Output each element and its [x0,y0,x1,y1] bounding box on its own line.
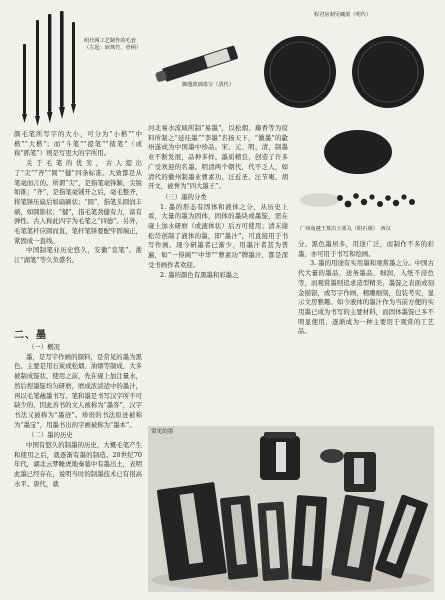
middle-column [148,124,288,280]
paragraph: 1. 墨的形态有固体和液体之分，从历史上看，大量的墨为固体，固体的墨块或墨锭，需在砚上加水研磨（或液体状）后方可使用；清末谢松岱创制了液体的墨，即“墨汁”，可直接用于书写作画。现今研墨者已渐少，用墨汁者甚为普遍，如“一得阁”“中华”“曹素功”牌墨汁，都是深受书画作者欢迎。 [148,202,288,269]
inkstone-figure [296,120,436,226]
left-column [14,130,142,266]
ink-sticks-photo [148,426,434,592]
section-title: 二、墨 [14,330,47,341]
paragraph: 中国有悠久的制墨的历史，大概毛笔产生和使用之后，就逐渐有墨的制造。20世纪70年代，湖北云梦睡虎地秦墓中有墨出土，表明此墨已经存在，说明当时的制墨技术已有很高水平。唐代，就 [14,441,142,488]
paragraph: 中国制笔业历史悠久，安徽“宣笔”、浙江“湖笔”等久负盛名。 [14,246,142,265]
paragraph: 3. 墨的用途有实用墨和观赏墨之分。中国古代大量的墨品，送务墨品，细润，入纸不浸色等，而观赏墨则追求造型精美，墨锭之表面或刻金描银，或写字作画，精雕细刻，包装考究，显示文房雅趣。如今液体的墨汁作为当前方便的实用墨已成为书写的主要材料，而固体墨锭已多不明显使用，逐渐成为一种主要用于观赏的工艺品。 [298,259,434,336]
brushes-caption: 明代网工艺制作的毛套（左起：嵌珠竹、骨柄） [84,38,142,52]
brushes-image [14,8,136,128]
paragraph: 颜毛笔所写字的大小，可分为“小楷”“中楷”“大楷”；而“斗笔”“提笔”“揸笔”（或称“抓笔”）则是写更大的字所用。 [14,130,142,158]
ink-cakes-image [258,30,434,114]
paragraph: 分。黑色墨居多，用途广泛，而制作不多的彩墨，亦可用于书写和绘画。 [298,240,434,258]
inkstone-caption: 广州南越王墓出土墨丸（附石砚） 西汉 [300,226,391,232]
left-column-lower [14,342,142,490]
paragraph: 墨，是写字作画的颜料，是常见的墨为黑色。主要是用石炭或松烟、油烟等制成，大多被制成锭状，使用之前，先在砚上加注量水，然后捏墨锭均匀研磨，磨成浓淡适中的墨汁，再以毛笔蘸墨书写。笔和墨是书写汉字所不可缺少的，因此善书的文人被称为“墨客”，汉字书法又被称为“墨迹”。珍贵的书法原迹被称为“墨宝”，用墨书出的字画被称为“墨本”。 [14,352,142,429]
subheading: （一）概况 [28,343,60,351]
inkstone-image [296,120,436,226]
paragraph: 河北易水流域所制“易墨”，以松烟、麝香等为原料所制之“延珪墨”“李墨”名扬天下，“徽墨”的歙州遂成为中国墨中珍品。宋、元、明、清，制墨业不断发展，品种多样。墨质精良，创造了许多广受欢迎的名墨。明清两个朝代，代不乏人，如清代的徽州制墨业曹素功、汪近圣、汪节庵、胡开文，被誉为“四大墨王”。 [148,124,288,191]
seal-caption: 程君房制吴曦墨（明代） [314,12,372,18]
ink-stick-image [148,40,256,86]
brushes-figure [14,8,136,128]
subheading: （二）墨的历史 [28,431,73,440]
ink-stick-caption: 御题玻璃墨宝（清代） [182,82,234,88]
paragraph: 关于毛笔的优劣，古人提出了“尖”“齐”“圆”“健”四条标准。大致都是从笔毫而言的。所谓“尖”，是指笔毫锋颖，尖锐如锥；“齐”，是指笔毫铺开之后，毫毛整齐，将笔锋压扁后如扁刷状；“圆”，指笔头圆润丰硕，如圆锥状；“健”，指毛笔劲健有力，富有弹性。古人称此四字为毛笔之“四德”。另外，毛笔笔杆应圆而直，笔杆笔锋要配牢固端正，紧固成一直线。 [14,159,142,245]
ink-stick-figure [148,40,256,86]
right-column [298,240,434,337]
paragraph: 2. 墨的颜色有黑墨和彩墨之 [160,270,239,279]
ink-sticks-image [148,426,434,592]
subheading: （三）墨的分类 [162,192,207,201]
photo-label: 常见的墨 [151,429,174,435]
ink-cakes-figure [258,30,434,114]
